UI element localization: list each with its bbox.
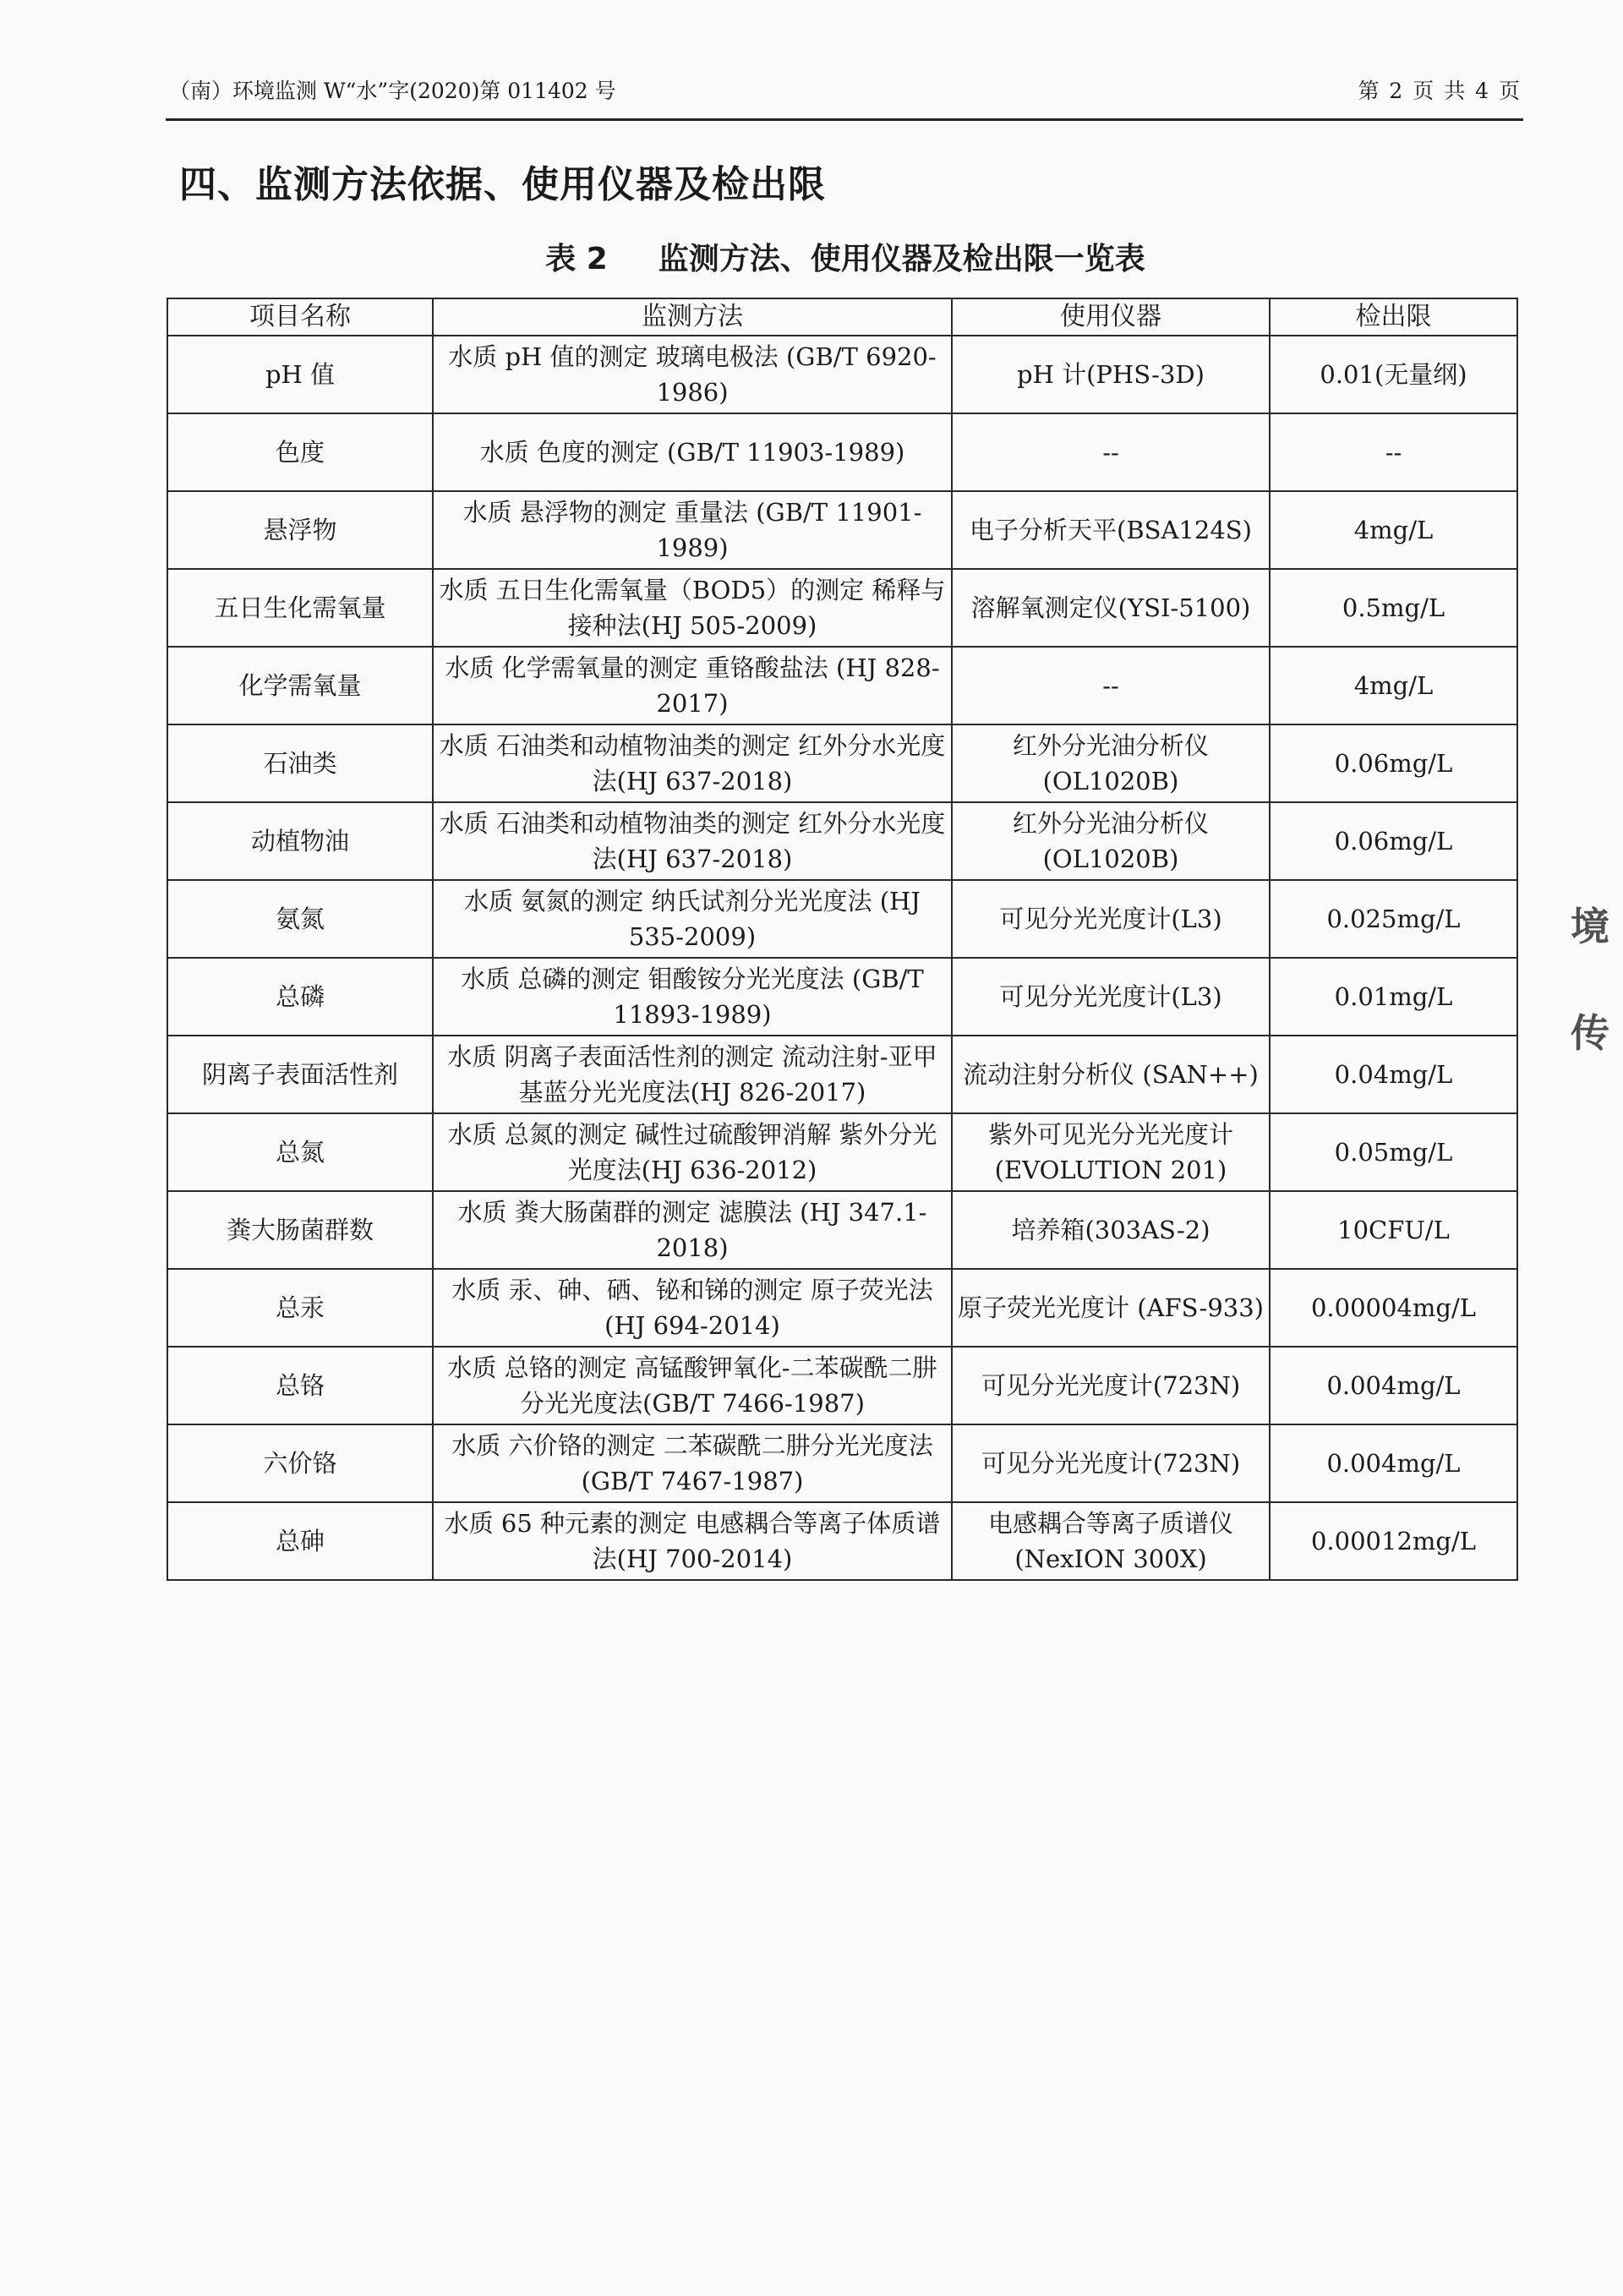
methods-table xyxy=(167,298,1518,1581)
page-header xyxy=(169,74,1522,108)
cell-item: 化学需氧量 xyxy=(167,647,433,724)
cell-limit: 0.004mg/L xyxy=(1270,1347,1517,1424)
cell-item: 粪大肠菌群数 xyxy=(167,1191,433,1269)
table-header-row xyxy=(167,298,1517,336)
cell-limit: 0.01mg/L xyxy=(1270,958,1517,1036)
cell-instrument: -- xyxy=(952,647,1270,724)
table-row xyxy=(167,1036,1517,1113)
header-instrument: 使用仪器 xyxy=(952,298,1270,336)
table-row xyxy=(167,880,1517,958)
cell-method: 水质 石油类和动植物油类的测定 红外分水光度法(HJ 637-2018) xyxy=(433,724,952,802)
table-row xyxy=(167,724,1517,802)
cell-limit: 10CFU/L xyxy=(1270,1191,1517,1269)
cell-method: 水质 氨氮的测定 纳氏试剂分光光度法 (HJ 535-2009) xyxy=(433,880,952,958)
cell-limit: 0.00004mg/L xyxy=(1270,1269,1517,1347)
cell-method: 水质 65 种元素的测定 电感耦合等离子体质谱法(HJ 700-2014) xyxy=(433,1502,952,1580)
report-number: （南）环境监测 W“水”字(2020)第 011402 号 xyxy=(169,79,616,103)
cell-method: 水质 总铬的测定 高锰酸钾氧化-二苯碳酰二肼分光光度法(GB/T 7466-1987) xyxy=(433,1347,952,1424)
header-method: 监测方法 xyxy=(433,298,952,336)
cell-instrument: 可见分光光度计(723N) xyxy=(952,1347,1270,1424)
cell-method: 水质 粪大肠菌群的测定 滤膜法 (HJ 347.1-2018) xyxy=(433,1191,952,1269)
table-caption xyxy=(0,235,1623,278)
cell-instrument: 溶解氧测定仪(YSI-5100) xyxy=(952,569,1270,647)
cell-item: 悬浮物 xyxy=(167,491,433,569)
cell-limit: 0.05mg/L xyxy=(1270,1113,1517,1191)
cell-method: 水质 总氮的测定 碱性过硫酸钾消解 紫外分光光度法(HJ 636-2012) xyxy=(433,1113,952,1191)
cell-method: 水质 悬浮物的测定 重量法 (GB/T 11901-1989) xyxy=(433,491,952,569)
cell-instrument: -- xyxy=(952,413,1270,491)
cell-item: 五日生化需氧量 xyxy=(167,569,433,647)
table-row xyxy=(167,1424,1517,1502)
seal-char: 传 xyxy=(1571,1010,1609,1056)
cell-method: 水质 色度的测定 (GB/T 11903-1989) xyxy=(433,413,952,491)
table-number: 表 2 xyxy=(545,242,608,276)
cell-instrument: 电子分析天平(BSA124S) xyxy=(952,491,1270,569)
header-item: 项目名称 xyxy=(167,298,433,336)
table-row xyxy=(167,647,1517,724)
table-title: 监测方法、使用仪器及检出限一览表 xyxy=(658,242,1145,276)
table-row xyxy=(167,491,1517,569)
table-row xyxy=(167,1269,1517,1347)
table-row xyxy=(167,1191,1517,1269)
cell-method: 水质 pH 值的测定 玻璃电极法 (GB/T 6920-1986) xyxy=(433,336,952,413)
table-row xyxy=(167,336,1517,413)
section-title: 四、监测方法依据、使用仪器及检出限 xyxy=(179,163,826,206)
cell-method: 水质 五日生化需氧量（BOD5）的测定 稀释与接种法(HJ 505-2009) xyxy=(433,569,952,647)
cell-limit: 0.5mg/L xyxy=(1270,569,1517,647)
cell-limit: 0.06mg/L xyxy=(1270,802,1517,880)
cell-instrument: 可见分光光度计(723N) xyxy=(952,1424,1270,1502)
table-row xyxy=(167,958,1517,1036)
cell-limit: 0.06mg/L xyxy=(1270,724,1517,802)
cell-instrument: 流动注射分析仪 (SAN++) xyxy=(952,1036,1270,1113)
cell-limit: 4mg/L xyxy=(1270,647,1517,724)
cell-instrument: 可见分光光度计(L3) xyxy=(952,880,1270,958)
cell-method: 水质 化学需氧量的测定 重铬酸盐法 (HJ 828-2017) xyxy=(433,647,952,724)
cell-limit: -- xyxy=(1270,413,1517,491)
table-row xyxy=(167,1113,1517,1191)
header-limit: 检出限 xyxy=(1270,298,1517,336)
cell-instrument: 红外分光油分析仪 (OL1020B) xyxy=(952,724,1270,802)
cell-method: 水质 六价铬的测定 二苯碳酰二肼分光光度法(GB/T 7467-1987) xyxy=(433,1424,952,1502)
table-body xyxy=(167,336,1517,1580)
cell-instrument: pH 计(PHS-3D) xyxy=(952,336,1270,413)
cell-limit: 4mg/L xyxy=(1270,491,1517,569)
seal-char: 境 xyxy=(1571,904,1609,949)
cell-instrument: 原子荧光光度计 (AFS-933) xyxy=(952,1269,1270,1347)
cell-item: 动植物油 xyxy=(167,802,433,880)
cell-instrument: 培养箱(303AS-2) xyxy=(952,1191,1270,1269)
cell-item: 总磷 xyxy=(167,958,433,1036)
cell-item: 总铬 xyxy=(167,1347,433,1424)
table-row xyxy=(167,413,1517,491)
cell-item: 总汞 xyxy=(167,1269,433,1347)
cell-limit: 0.04mg/L xyxy=(1270,1036,1517,1113)
cell-item: 色度 xyxy=(167,413,433,491)
cell-instrument: 电感耦合等离子质谱仪 (NexION 300X) xyxy=(952,1502,1270,1580)
cell-item: 石油类 xyxy=(167,724,433,802)
cell-limit: 0.025mg/L xyxy=(1270,880,1517,958)
table-row xyxy=(167,1502,1517,1580)
cell-instrument: 紫外可见光分光光度计 (EVOLUTION 201) xyxy=(952,1113,1270,1191)
cell-item: 阴离子表面活性剂 xyxy=(167,1036,433,1113)
cell-method: 水质 汞、砷、硒、铋和锑的测定 原子荧光法(HJ 694-2014) xyxy=(433,1269,952,1347)
cell-limit: 0.00012mg/L xyxy=(1270,1502,1517,1580)
table-row xyxy=(167,569,1517,647)
cell-instrument: 可见分光光度计(L3) xyxy=(952,958,1270,1036)
table-row xyxy=(167,802,1517,880)
header-divider xyxy=(166,118,1523,121)
cell-limit: 0.004mg/L xyxy=(1270,1424,1517,1502)
cell-item: pH 值 xyxy=(167,336,433,413)
cell-method: 水质 总磷的测定 钼酸铵分光光度法 (GB/T 11893-1989) xyxy=(433,958,952,1036)
cell-item: 氨氮 xyxy=(167,880,433,958)
table-row xyxy=(167,1347,1517,1424)
cell-method: 水质 阴离子表面活性剂的测定 流动注射-亚甲基蓝分光光度法(HJ 826-2017) xyxy=(433,1036,952,1113)
cell-item: 六价铬 xyxy=(167,1424,433,1502)
cell-item: 总氮 xyxy=(167,1113,433,1191)
page-number: 第 2 页 共 4 页 xyxy=(1358,79,1522,103)
cell-method: 水质 石油类和动植物油类的测定 红外分水光度法(HJ 637-2018) xyxy=(433,802,952,880)
cell-instrument: 红外分光油分析仪 (OL1020B) xyxy=(952,802,1270,880)
cell-limit: 0.01(无量纲) xyxy=(1270,336,1517,413)
cell-item: 总砷 xyxy=(167,1502,433,1580)
seal-fragment xyxy=(1571,896,1623,1268)
